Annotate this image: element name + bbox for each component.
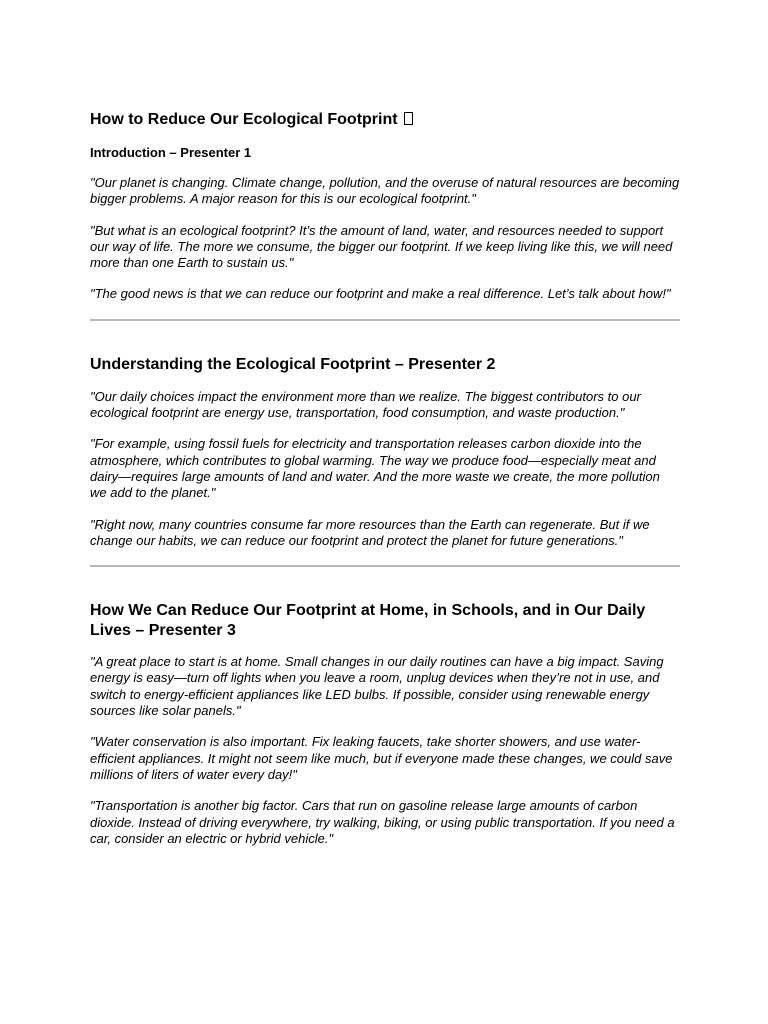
document-page — [90, 109, 680, 847]
intro-paragraph-2: "But what is an ecological footprint? It’s the amount of land, water, and resources needed to support our way of life. The more we consume, the bigger our footprint. If we keep living like this, we will need more than one Earth to sustain us." — [90, 222, 673, 271]
intro-section — [90, 144, 680, 303]
section-divider-1 — [90, 319, 680, 321]
section3-heading: How We Can Reduce Our Footprint at Home, in Schools, and in Our Daily Lives – Presenter 3 — [90, 602, 646, 640]
section3-paragraph-1: "A great place to start is at home. Small changes in our daily routines can have a big impact. Saving energy is easy—turn off lights when you leave a room, unplug devices when they’re not in use, and switch to energy-efficient appliances like LED bulbs. If possible, consider using renewable energy sources like solar panels." — [90, 654, 664, 719]
section2-paragraph-3: "Right now, many countries consume far more resources than the Earth can regenerate. But if we change our habits, we can reduce our footprint and protect the planet for future generations." — [90, 516, 650, 548]
document-title-text: How to Reduce Our Ecological Footprint — [90, 111, 398, 128]
document-title — [90, 109, 680, 131]
intro-paragraph-3: "The good news is that we can reduce our footprint and make a real difference. Let’s talk about how!" — [90, 286, 671, 302]
section2-heading: Understanding the Ecological Footprint – Presenter 2 — [90, 355, 496, 373]
section2-paragraph-2: "For example, using fossil fuels for electricity and transportation releases carbon dioxide into the atmosphere, which contributes to global warming. The way we produce food—especially meat and dairy—requires large amounts of land and water. And the more waste we create, the more pollution we add to the planet." — [90, 436, 660, 501]
section2-paragraph-1: "Our daily choices impact the environment more than we realize. The biggest contributors to our ecological footprint are energy use, transportation, food consumption, and waste production." — [90, 388, 641, 421]
missing-glyph-icon — [404, 112, 413, 125]
section3-paragraph-3: "Transportation is another big factor. Cars that run on gasoline release large amounts of carbon dioxide. Instead of driving everywhere, try walking, biking, or using public transportation. If you need a car, consider an electric or hybrid vehicle." — [90, 798, 675, 846]
section-reduce — [90, 601, 680, 847]
section-divider-2 — [90, 565, 680, 567]
intro-paragraph-1: "Our planet is changing. Climate change, pollution, and the overuse of natural resources are becoming bigger problems. A major reason for this is our ecological footprint." — [90, 175, 680, 207]
intro-heading: Introduction – Presenter 1 — [90, 145, 252, 160]
section-understanding — [90, 355, 680, 549]
section3-paragraph-2: "Water conservation is also important. Fix leaking faucets, take shorter showers, and use water-efficient appliances. It might not seem like much, but if everyone made these changes, we could save millions of liters of water every day!" — [90, 734, 673, 782]
